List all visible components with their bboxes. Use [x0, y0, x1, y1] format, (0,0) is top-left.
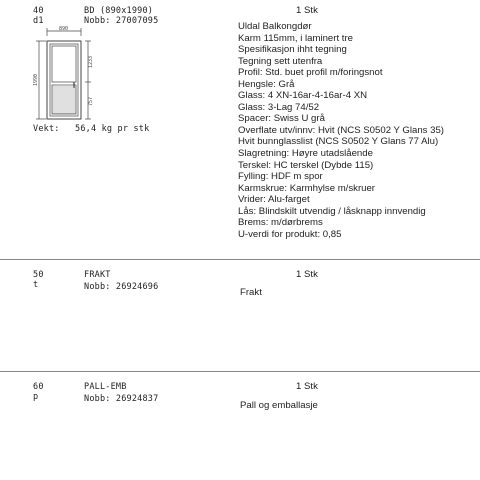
item-description: Frakt [240, 287, 262, 298]
item-nobb: Nobb: 26924696 [84, 282, 159, 292]
description-line: Spacer: Swiss U grå [238, 113, 325, 125]
description-line: Fylling: HDF m spor [238, 171, 323, 183]
item-code: BD (890x1990) [84, 6, 154, 16]
weight-value: 56,4 kg pr stk [75, 124, 150, 134]
description-line: Karm 115mm, i laminert tre [238, 32, 353, 44]
item-pos: 50 [33, 270, 44, 280]
item-code: PALL-EMB [84, 382, 127, 392]
item-code: FRAKT [84, 270, 111, 280]
description-line: Glass: 4 XN-16ar-4-16ar-4 XN [238, 90, 368, 102]
item-qty: 1 Stk [296, 5, 318, 16]
description-line: Profil: Std. buet profil m/foringsnot [238, 67, 383, 79]
description-line: Glass: 3-Lag 74/52 [238, 101, 320, 113]
item-sub: d1 [33, 16, 44, 26]
description-line: U-verdi for produkt: 0,85 [238, 228, 342, 240]
description-line: Spesifikasjon ihht tegning [238, 44, 347, 56]
item-sub: p [33, 392, 39, 402]
item-sub: t [33, 280, 39, 290]
door-right-dim-2: 757 [88, 96, 94, 106]
description-line: Hvit bunnglasslist (NCS S0502 Y Glans 77 Alu) [238, 136, 439, 148]
item-qty: 1 Stk [296, 269, 318, 280]
description-line: Uldal Balkongdør [238, 21, 312, 32]
weight-label: Vekt: [33, 124, 60, 134]
description-line: Vrider: Alu-farget [238, 194, 310, 206]
row-divider [0, 259, 480, 260]
item-pos: 60 [33, 382, 44, 392]
description-line: Tegning sett utenfra [238, 55, 323, 67]
row-divider [0, 371, 480, 372]
description-line: Terskel: HC terskel (Dybde 115) [238, 159, 374, 171]
description-line: Karmskrue: Karmhylse m/skruer [238, 182, 376, 194]
door-width-label: 890 [59, 26, 69, 32]
door-height-label: 1990 [33, 73, 39, 86]
item-description: Pall og emballasje [240, 400, 318, 411]
door-right-dim-1: 1233 [88, 55, 94, 68]
item-qty: 1 Stk [296, 381, 318, 392]
item-nobb: Nobb: 27007095 [84, 16, 159, 26]
description-line: Hengsle: Grå [238, 78, 295, 90]
item-pos: 40 [33, 6, 44, 16]
item-description [238, 21, 444, 240]
door-drawing [30, 24, 104, 124]
item-nobb: Nobb: 26924837 [84, 394, 159, 404]
description-line: Overflate utv/innv: Hvit (NCS S0502 Y Glans 35) [238, 124, 445, 136]
description-line: Brems: m/dørbrems [238, 217, 323, 229]
description-line: Slagretning: Høyre utadslående [238, 148, 373, 160]
description-line: Lås: Blindskilt utvendig / låsknapp innvendig [238, 205, 426, 217]
